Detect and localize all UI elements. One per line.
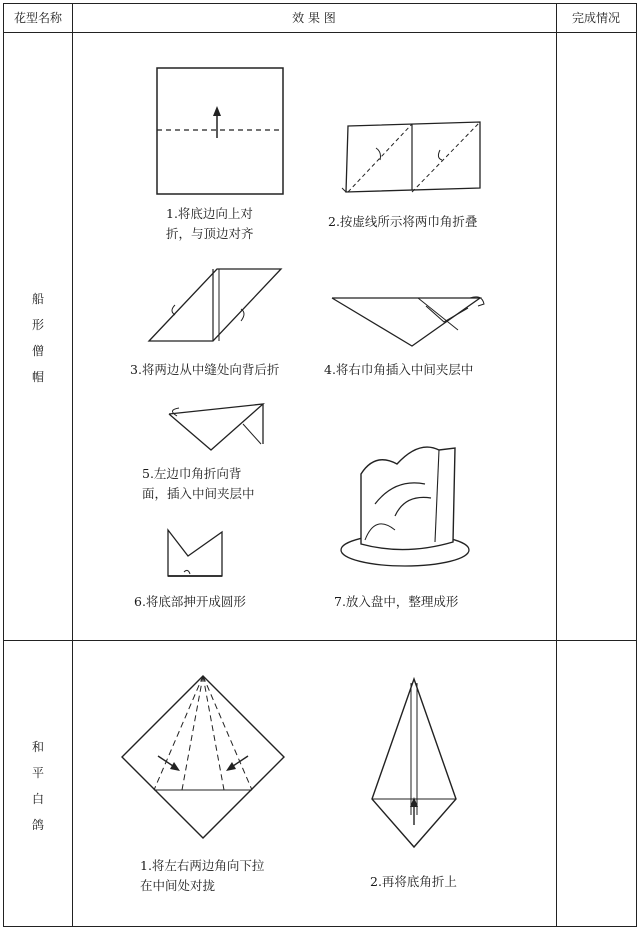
header-effect-diagram: 效 果 图 — [292, 11, 336, 25]
step6-caption: 6.将底部抻开成圆形 — [134, 594, 246, 609]
step3-fold-diagram — [145, 265, 285, 345]
step1-fold-diagram — [155, 66, 285, 196]
step4-fold-diagram — [330, 290, 490, 350]
step4-caption: 4.将右巾角插入中间夹层中 — [324, 362, 474, 377]
dove-step1-caption: 1.将左右两边角向下拉 在中间处对拢 — [140, 858, 265, 893]
step5-caption: 5.左边巾角折向背 面，插入中间夹层中 — [142, 466, 255, 501]
step7-caption: 7.放入盘中，整理成形 — [334, 594, 459, 609]
dove-step2-fold-diagram — [368, 675, 460, 851]
dove-step1-fold-diagram — [118, 672, 288, 842]
step7-finished-diagram — [335, 444, 475, 576]
step1-caption: 1.将底边向上对 折，与顶边对齐 — [166, 206, 254, 241]
name-char: 和 — [31, 740, 44, 754]
column-divider — [72, 4, 73, 926]
name-char: 船 — [31, 292, 44, 306]
name-char: 形 — [31, 318, 44, 332]
name-char: 鸽 — [31, 818, 44, 832]
header-flower-name: 花型名称 — [13, 11, 62, 25]
dove-step2-caption: 2.再将底角折上 — [370, 874, 457, 889]
step2-caption: 2.按虚线所示将两巾角折叠 — [328, 214, 478, 229]
step5-fold-diagram — [165, 398, 275, 454]
name-char: 僧 — [31, 344, 44, 358]
row-divider — [4, 640, 636, 641]
step6-fold-diagram — [164, 526, 232, 582]
instruction-table — [3, 3, 637, 927]
name-char: 帽 — [31, 370, 44, 384]
step3-caption: 3.将两边从中缝处向背后折 — [130, 362, 280, 377]
header-completion-status: 完成情况 — [571, 11, 620, 25]
column-divider — [556, 4, 557, 926]
header-divider — [4, 32, 636, 33]
name-char: 平 — [31, 766, 44, 780]
step2-fold-diagram — [340, 118, 485, 198]
row-name-boat-hat — [6, 286, 70, 390]
row-name-peace-dove — [6, 734, 70, 838]
name-char: 白 — [31, 792, 44, 806]
